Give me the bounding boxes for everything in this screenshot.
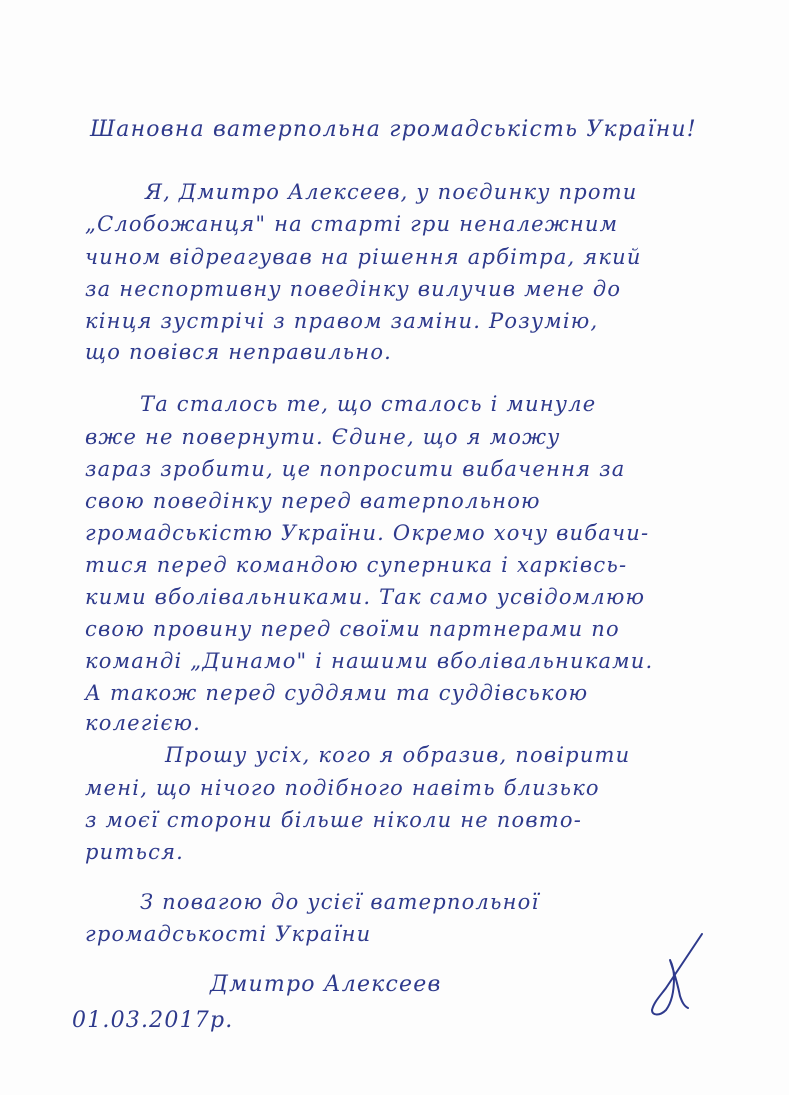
letter-line: Та сталось те, що сталось і минуле [140, 392, 597, 416]
letter-line: зараз зробити, це попросити вибачення за [85, 457, 626, 481]
letter-closing: З повагою до усієї ватерпольної [140, 890, 540, 914]
letter-line: чином відреагував на рішення арбітра, який [85, 245, 642, 269]
letter-line: свою провину перед своїми партнерами по [85, 617, 620, 641]
letter-line: за неспортивну поведінку вилучив мене до [85, 277, 622, 301]
letter-line: вже не повернути. Єдине, що я можу [85, 425, 561, 449]
letter-line: кими вболівальниками. Так само усвідомлюю [85, 585, 646, 609]
letter-closing: громадськості України [85, 922, 372, 946]
letter-line: що повівся неправильно. [85, 340, 393, 364]
letter-line: свою поведінку перед ватерпольною [85, 489, 541, 513]
letter-line: А також перед суддями та суддівською [85, 681, 589, 705]
letter-date: 01.03.2017р. [72, 1008, 234, 1033]
signature-name: Дмитро Алексеев [210, 972, 442, 997]
letter-line: риться. [85, 840, 185, 864]
letter-greeting: Шановна ватерпольна громадськість України! [90, 117, 697, 142]
handwritten-signature [640, 930, 710, 1020]
letter-line: з моєї сторони більше ніколи не повто- [85, 808, 582, 832]
letter-line: кінця зустрічі з правом заміни. Розумію, [85, 309, 599, 333]
letter-line: команді „Динамо" і нашими вболівальниками. [85, 649, 654, 673]
letter-line: громадськістю України. Окремо хочу вибачи- [85, 521, 650, 545]
letter-line: Прошу усіх, кого я образив, повірити [165, 743, 631, 767]
letter-line: Я, Дмитро Алексеев, у поєдинку проти [145, 180, 638, 204]
letter-line: колегією. [85, 711, 202, 735]
letter-line: „Слобожанця" на старті гри неналежним [85, 212, 619, 236]
letter-line: тися перед командою суперника і харківсь- [85, 553, 628, 577]
letter-line: мені, що нічого подібного навіть близько [85, 776, 600, 800]
